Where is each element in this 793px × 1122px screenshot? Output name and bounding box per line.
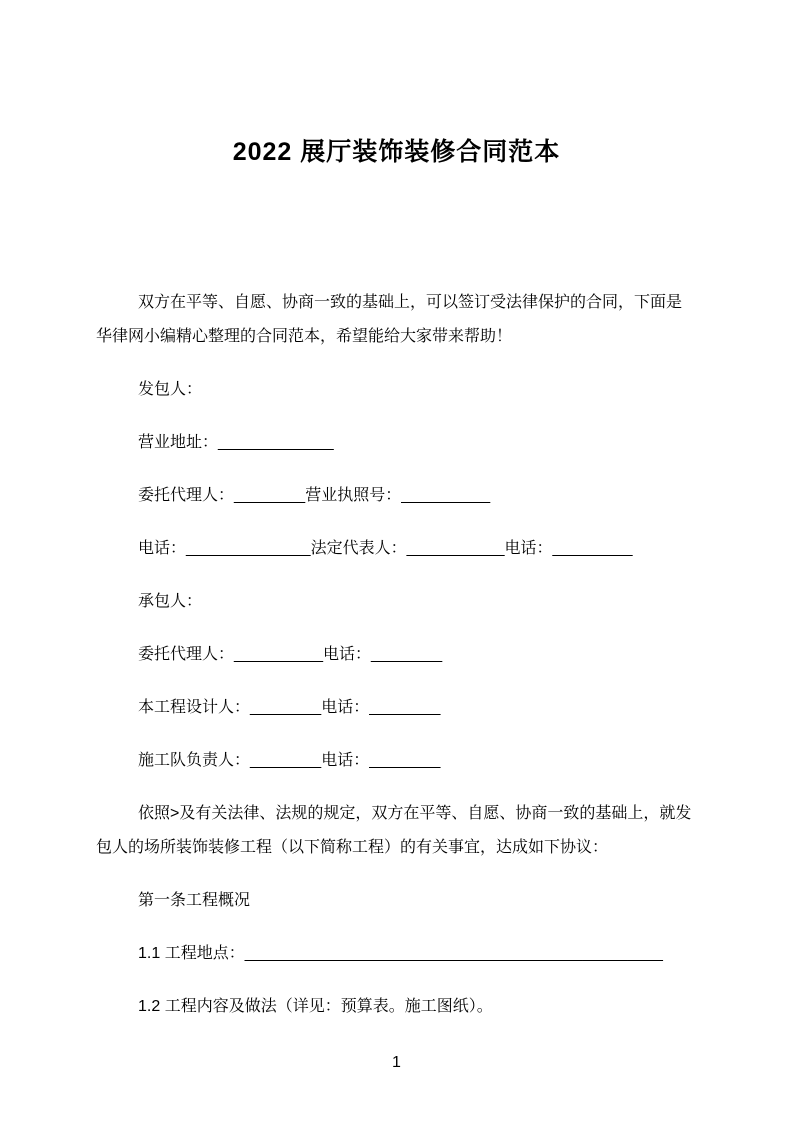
construction-team-leader-line: 施工队负责人：________电话：________: [138, 752, 441, 769]
contractor-line: 承包人：: [138, 593, 203, 610]
business-address-line: 营业地址：_____________: [138, 434, 334, 451]
page-number: 1: [392, 1054, 401, 1071]
agent-license-line: 委托代理人：________营业执照号：__________: [138, 487, 491, 504]
employer-line: 发包人：: [138, 381, 203, 398]
phone-legal-representative-line: 电话：______________法定代表人：___________电话：_________: [138, 540, 633, 557]
contractor-agent-line: 委托代理人：__________电话：________: [138, 646, 443, 663]
project-designer-line: 本工程设计人：________电话：________: [138, 699, 441, 716]
clause-1-1-project-location-line: 1.1 工程地点：_______________________________________________: [138, 945, 663, 962]
article-1-heading: 第一条工程概况: [138, 892, 251, 909]
legal-basis-paragraph: 依照>及有关法律、法规的规定，双方在平等、自愿、协商一致的基础上，就发包人的场所装饰装修工程（以下简称工程）的有关事宜，达成如下协议：: [96, 805, 692, 856]
document-title: 2022 展厅装饰装修合同范本: [232, 138, 561, 166]
intro-paragraph: 双方在平等、自愿、协商一致的基础上，可以签订受法律保护的合同，下面是华律网小编精心整理的合同范本，希望能给大家带来帮助！: [96, 294, 683, 345]
clause-1-2-project-content-line: 1.2 工程内容及做法（详见：预算表。施工图纸）。: [138, 998, 493, 1015]
